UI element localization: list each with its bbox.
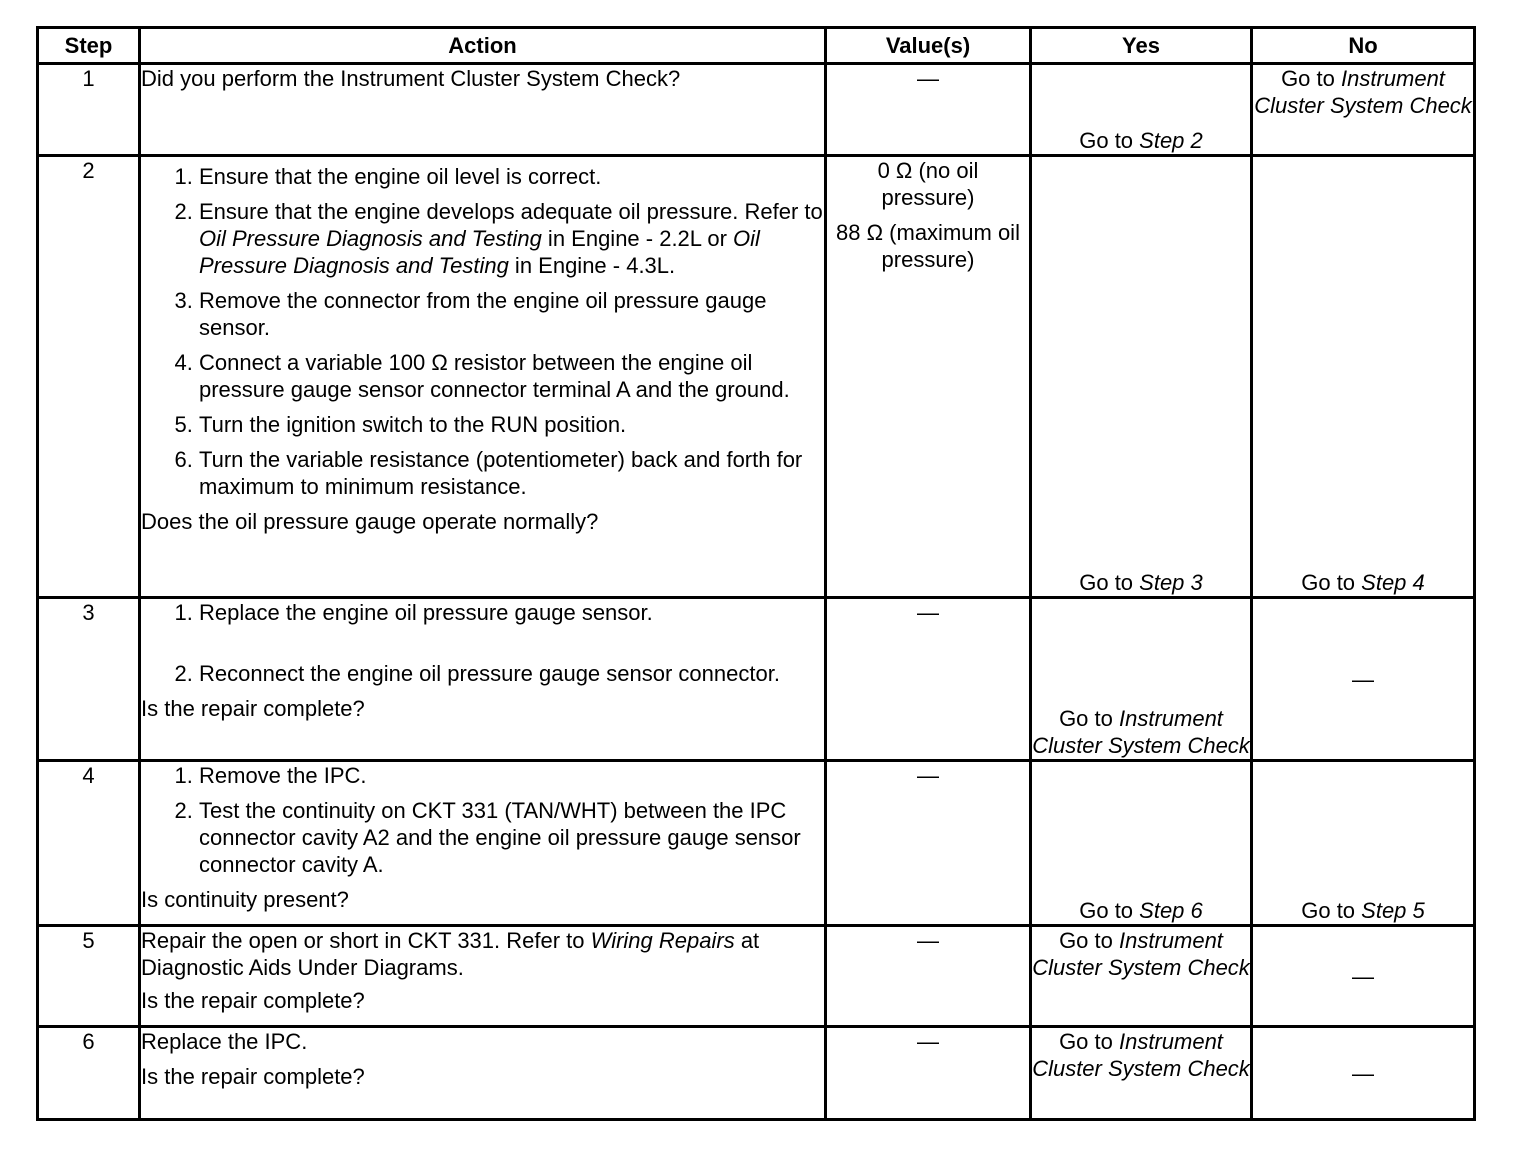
yes-cell [1031,1027,1252,1120]
action-step: 5. Turn the ignition switch to the RUN position. [199,411,824,438]
question-text: Does the oil pressure gauge operate normally? [141,509,599,534]
header-no: No [1252,28,1475,64]
table-row [38,926,1475,1027]
doc-ref: Wiring Repairs [590,928,735,953]
step-text: at Diagnostic Aids Under Diagrams. [141,928,760,980]
step-number: 1 [38,64,140,156]
yes-prefix: Go to [1059,1029,1119,1054]
step-text: Repair the open or short in CKT 331. Refer to [141,928,591,953]
diagnostic-table [36,26,1476,1121]
doc-ref: Oil Pressure Diagnosis and Testing [199,226,542,251]
question-text: Did you perform the Instrument Cluster System Check? [141,66,681,91]
step-number: 3 [38,598,140,761]
yes-ref: Step 3 [1139,570,1203,595]
yes-cell [1031,926,1252,1027]
action-step: 1. Replace the engine oil pressure gauge sensor. [199,599,824,626]
action-text [141,927,824,981]
action-step: 1. Ensure that the engine oil level is correct. [199,163,824,190]
action-cell [140,64,826,156]
table-row [38,156,1475,598]
no-ref: Step 4 [1361,570,1425,595]
yes-cell [1031,761,1252,926]
action-step: 3. Remove the connector from the engine oil pressure gauge sensor. [199,287,824,341]
value-cell: — [826,761,1031,926]
action-step: 2. Test the continuity on CKT 331 (TAN/WHT) between the IPC connector cavity A2 and the engine oil pressure gauge sensor connector cavity A. [199,797,824,878]
question-text: Is the repair complete? [141,1064,365,1089]
step-text: in Engine - 2.2L or [541,226,734,251]
yes-ref: Step 6 [1139,898,1203,923]
question-text: Is the repair complete? [141,988,365,1013]
action-step: 2. Reconnect the engine oil pressure gauge sensor connector. [199,660,824,687]
action-steps [141,599,824,687]
yes-prefix: Go to [1059,928,1119,953]
question-text: Is continuity present? [141,887,349,912]
action-cell [140,1027,826,1120]
no-ref: Instrument Cluster System Check [1254,66,1472,118]
value-cell: — [826,64,1031,156]
no-cell: — [1252,926,1475,1027]
step-text: in Engine - 4.3L. [508,253,676,278]
yes-prefix: Go to [1079,128,1140,153]
header-yes: Yes [1031,28,1252,64]
table-row [38,64,1475,156]
value-line: 0 Ω (no oil pressure) [877,158,979,210]
yes-cell [1031,598,1252,761]
no-prefix: Go to [1281,66,1341,91]
yes-cell [1031,156,1252,598]
action-cell [140,156,826,598]
no-prefix: Go to [1301,898,1362,923]
yes-ref: Instrument Cluster System Check [1032,706,1250,758]
no-prefix: Go to [1301,570,1362,595]
yes-prefix: Go to [1059,706,1119,731]
action-step: 1. Remove the IPC. [199,762,824,789]
table-row [38,1027,1475,1120]
no-cell [1252,761,1475,926]
table-row [38,598,1475,761]
header-row [38,28,1475,64]
yes-prefix: Go to [1079,570,1140,595]
action-text: Replace the IPC. [141,1029,308,1054]
value-line: 88 Ω (maximum oil pressure) [836,220,1020,272]
action-cell [140,926,826,1027]
header-values: Value(s) [826,28,1031,64]
action-step [199,198,824,279]
doc-ref: Oil Pressure Diagnosis and Testing [199,226,760,278]
action-cell [140,761,826,926]
no-ref: Step 5 [1361,898,1425,923]
value-cell: — [826,926,1031,1027]
yes-ref: Instrument Cluster System Check [1032,928,1250,980]
value-cell [826,156,1031,598]
header-step: Step [38,28,140,64]
yes-ref: Instrument Cluster System Check [1032,1029,1250,1081]
question-text: Is the repair complete? [141,696,365,721]
no-cell: — [1252,1027,1475,1120]
step-number: 2 [38,156,140,598]
table-row [38,761,1475,926]
value-cell: — [826,598,1031,761]
action-steps [141,163,824,500]
header-action: Action [140,28,826,64]
no-cell: — [1252,598,1475,761]
yes-ref: Step 2 [1139,128,1203,153]
yes-cell [1031,64,1252,156]
no-cell [1252,156,1475,598]
action-step: 6. Turn the variable resistance (potentiometer) back and forth for maximum to minimum resistance. [199,446,824,500]
action-cell [140,598,826,761]
action-step: 4. Connect a variable 100 Ω resistor between the engine oil pressure gauge sensor connector terminal A and the ground. [199,349,824,403]
step-number: 4 [38,761,140,926]
step-text: Ensure that the engine develops adequate oil pressure. Refer to [199,199,823,224]
value-cell: — [826,1027,1031,1120]
yes-prefix: Go to [1079,898,1140,923]
step-number: 6 [38,1027,140,1120]
action-steps [141,762,824,878]
no-cell [1252,64,1475,156]
step-number: 5 [38,926,140,1027]
